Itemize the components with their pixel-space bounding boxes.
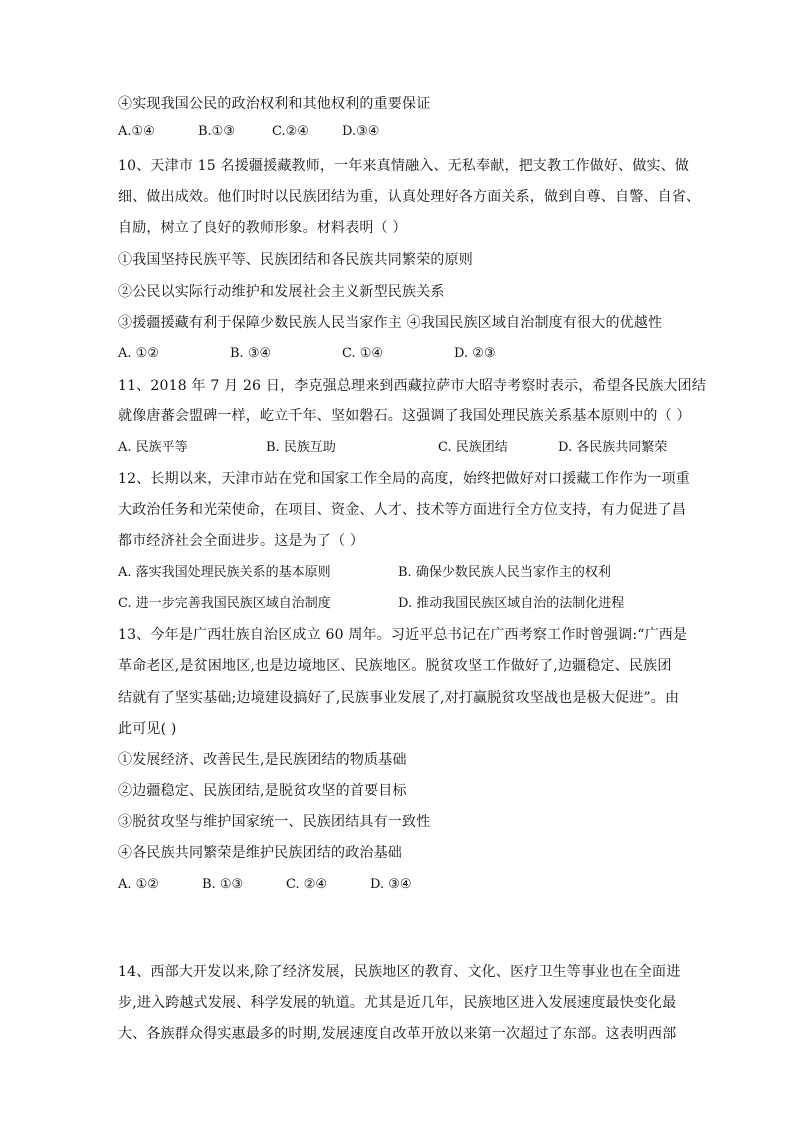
q10-item-2: ②公民以实际行动维护和发展社会主义新型民族关系 xyxy=(118,284,445,300)
q9-item-4: ④实现我国公民的政治权利和其他权利的重要保证 xyxy=(118,96,431,112)
q11-stem-line-2: 就像唐蕃会盟碑一样，屹立千年、坚如磐石。这强调了我国处理民族关系基本原则中的（ ） xyxy=(118,408,691,424)
q10-item-3-4: ③援疆援藏有利于保障少数民族人民当家作主 ④我国民族区域自治制度有很大的优越性 xyxy=(118,315,663,331)
q10-option-c: C. ①④ xyxy=(342,346,384,361)
q13-stem-line-2: 革命老区,是贫困地区,也是边境地区、民族地区。脱贫攻坚工作做好了,边疆稳定、民族团 xyxy=(118,658,672,674)
q9-option-d: D.③④ xyxy=(342,124,380,139)
q13-option-b: B. ①③ xyxy=(202,877,244,892)
q13-option-a: A. ①② xyxy=(118,877,159,892)
q14-stem-line-1: 14、西部大开发以来,除了经济发展，民族地区的教育、文化、医疗卫生等事业也在全面进 xyxy=(118,964,681,980)
q11-option-b: B. 民族互助 xyxy=(266,440,336,455)
q10-option-a: A. ①② xyxy=(118,346,159,361)
q12-option-c: C. 进一步完善我国民族区域自治制度 xyxy=(118,596,331,611)
q9-option-a: A.①④ xyxy=(118,124,155,139)
q13-item-2: ②边疆稳定、民族团结,是脱贫攻坚的首要目标 xyxy=(118,783,407,799)
q13-stem-line-4: 此可见( ) xyxy=(118,721,177,737)
q12-option-a: A. 落实我国处理民族关系的基本原则 xyxy=(118,565,331,580)
q13-item-3: ③脱贫攻坚与维护国家统一、民族团结具有一致性 xyxy=(118,814,431,830)
q9-option-c: C.②④ xyxy=(272,124,309,139)
q10-option-b: B. ③④ xyxy=(230,346,272,361)
q11-option-a: A. 民族平等 xyxy=(118,440,188,455)
q12-stem-line-3: 都市经济社会全面进步。这是为了（ ） xyxy=(118,533,365,549)
q10-option-d: D. ②③ xyxy=(454,346,496,361)
q11-stem-line-1: 11、2018 年 7 月 26 日，李克强总理来到西藏拉萨市大昭寺考察时表示，希望各民族大团结 xyxy=(118,378,707,394)
q13-stem-line-1: 13、今年是广西壮族自治区成立 60 周年。习近平总书记在广西考察工作时曾强调:“广西是 xyxy=(118,627,688,643)
q12-stem-line-2: 大政治任务和光荣使命，在项目、资金、人才、技术等方面进行全方位支持，有力促进了昌 xyxy=(118,502,686,518)
q11-option-c: C. 民族团结 xyxy=(438,440,508,455)
q10-stem-line-1: 10、天津市 15 名援疆援藏教师，一年来真情融入、无私奉献，把支教工作做好、做实、做 xyxy=(118,158,690,174)
q13-option-c: C. ②④ xyxy=(286,877,328,892)
q13-item-4: ④各民族共同繁荣是维护民族团结的政治基础 xyxy=(118,845,402,861)
q14-stem-line-2: 步,进入跨越式发展、科学发展的轨道。尤其是近几年，民族地区进入发展速度最快变化最 xyxy=(118,995,677,1011)
q13-stem-line-3: 结就有了坚实基础;边境建设搞好了,民族事业发展了,对打赢脱贫攻坚战也是极大促进”。由 xyxy=(118,690,680,706)
q13-option-d: D. ③④ xyxy=(370,877,412,892)
q10-item-1: ①我国坚持民族平等、民族团结和各民族共同繁荣的原则 xyxy=(118,252,473,268)
q11-option-d: D. 各民族共同繁荣 xyxy=(558,440,668,455)
q12-stem-line-1: 12、长期以来，天津市站在党和国家工作全局的高度，始终把做好对口援藏工作作为一项重 xyxy=(118,471,691,487)
q13-item-1: ①发展经济、改善民生,是民族团结的物质基础 xyxy=(118,752,407,768)
q14-stem-line-3: 大、各族群众得实惠最多的时期,发展速度自改革开放以来第一次超过了东部。这表明西部 xyxy=(118,1026,677,1042)
q9-option-b: B.①③ xyxy=(198,124,235,139)
q10-stem-line-3: 自励，树立了良好的教师形象。材料表明（ ） xyxy=(118,220,407,236)
q12-option-b: B. 确保少数民族人民当家作主的权利 xyxy=(398,565,611,580)
q10-stem-line-2: 细、做出成效。他们时时以民族团结为重，认真处理好各方面关系，做到自尊、自警、自省、 xyxy=(118,189,701,205)
q12-option-d: D. 推动我国民族区域自治的法制化进程 xyxy=(398,596,625,611)
